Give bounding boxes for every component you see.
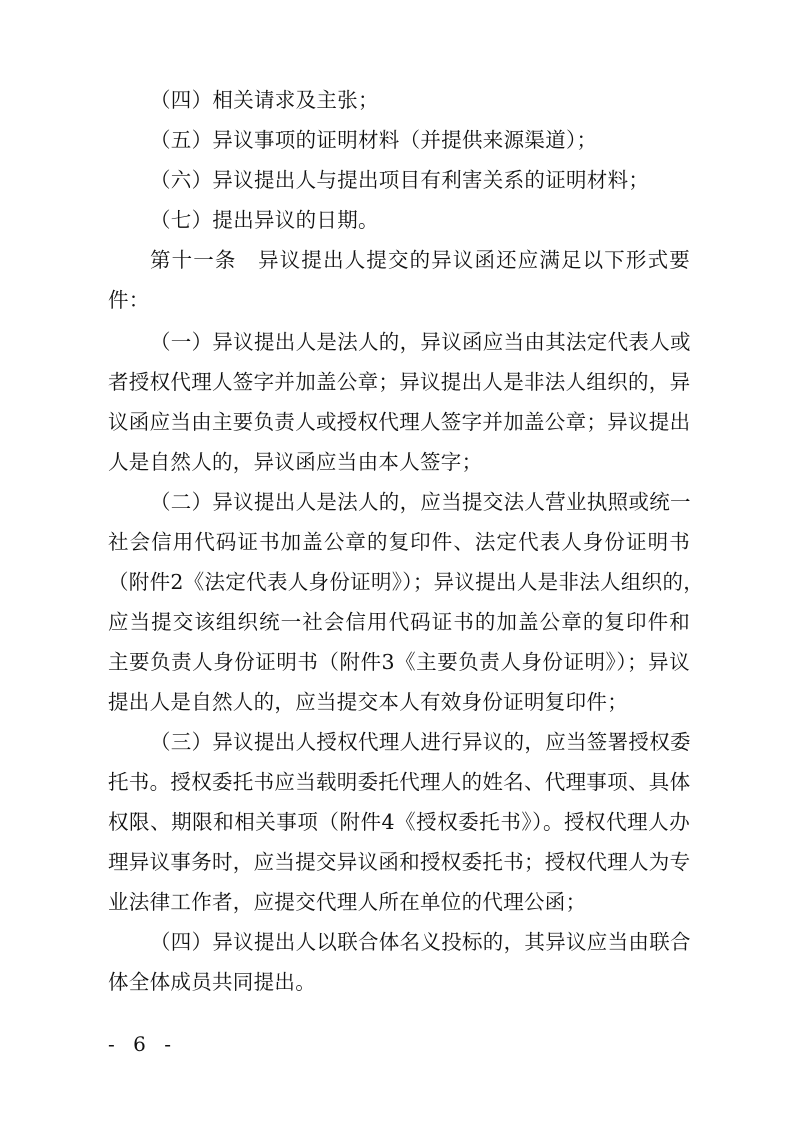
text-line: 人是自然人的，异议函应当由本人签字； bbox=[108, 450, 483, 474]
text-line: 理异议事务时，应当提交异议函和授权委托书；授权代理人为专 bbox=[108, 850, 691, 874]
text-line: 主要负责人身份证明书（附件3《主要负责人身份证明》）；异议 bbox=[108, 650, 690, 674]
text-line: （一）异议提出人是法人的，异议函应当由其法定代表人或 bbox=[150, 330, 691, 354]
text-line: （五）异议事项的证明材料（并提供来源渠道）； bbox=[150, 128, 598, 152]
text-line: 社会信用代码证书加盖公章的复印件、法定代表人身份证明书 bbox=[108, 530, 690, 554]
text-line: （六）异议提出人与提出项目有利害关系的证明材料； bbox=[150, 168, 650, 192]
text-line: （三）异议提出人授权代理人进行异议的，应当签署授权委 bbox=[150, 730, 691, 754]
text-line: 体全体成员共同提出。 bbox=[108, 970, 316, 994]
text-line: 托书。授权委托书应当载明委托代理人的姓名、代理事项、具体 bbox=[108, 770, 691, 794]
text-line: 业法律工作者，应提交代理人所在单位的代理公函； bbox=[108, 890, 587, 914]
text-line: （二）异议提出人是法人的，应当提交法人营业执照或统一 bbox=[150, 490, 691, 514]
text-line: （附件2《法定代表人身份证明》）；异议提出人是非法人组织的， bbox=[108, 570, 705, 594]
text-line: 件： bbox=[108, 288, 150, 312]
text-line: （四）异议提出人以联合体名义投标的，其异议应当由联合 bbox=[150, 930, 691, 954]
text-line: 权限、期限和相关事项（附件4《授权委托书》）。授权代理人办 bbox=[108, 810, 690, 834]
text-line: 应当提交该组织统一社会信用代码证书的加盖公章的复印件和 bbox=[108, 610, 690, 634]
text-line: 者授权代理人签字并加盖公章；异议提出人是非法人组织的，异 bbox=[108, 370, 691, 394]
text-line: （四）相关请求及主张； bbox=[150, 88, 379, 112]
text-line: （七）提出异议的日期。 bbox=[150, 208, 379, 232]
text-line: 议函应当由主要负责人或授权代理人签字并加盖公章；异议提出 bbox=[108, 410, 691, 434]
page-number: - 6 - bbox=[108, 1032, 177, 1056]
text-line: 提出人是自然人的，应当提交本人有效身份证明复印件； bbox=[108, 690, 628, 714]
article-heading-line: 第十一条 异议提出人提交的异议函还应满足以下形式要 bbox=[150, 248, 690, 272]
